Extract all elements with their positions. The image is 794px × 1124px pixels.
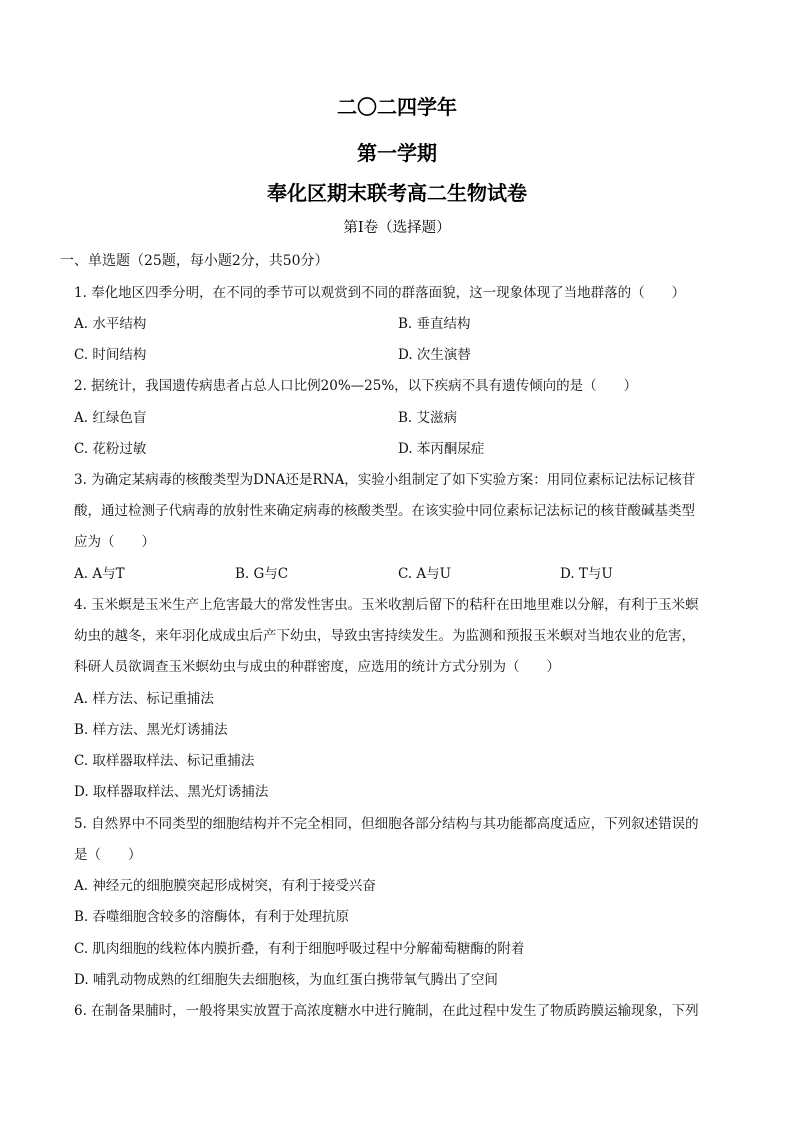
q4-stem-line3: 科研人员欲调查玉米螟幼虫与成虫的种群密度，应选用的统计方式分别为（ ） xyxy=(74,659,560,675)
q3-stem-line3: 应为（ ） xyxy=(74,534,155,550)
q3-option-a: A. A与T xyxy=(74,566,125,582)
q5-option-c: C. 肌肉细胞的线粒体内膜折叠，有利于细胞呼吸过程中分解葡萄糖酶的附着 xyxy=(74,941,525,957)
q5-option-d: D. 哺乳动物成熟的红细胞失去细胞核，为血红蛋白携带氧气腾出了空间 xyxy=(74,972,498,988)
q2-option-b: B. 艾滋病 xyxy=(398,410,458,426)
q2-stem: 2. 据统计，我国遗传病患者占总人口比例20%—25%，以下疾病不具有遗传倾向的是（ ） xyxy=(74,378,638,394)
section-title: 一、单选题（25题，每小题2分，共50分） xyxy=(60,253,329,269)
q5-option-b: B. 吞噬细胞含较多的溶酶体，有利于处理抗原 xyxy=(74,909,350,925)
q1-option-a: A. 水平结构 xyxy=(74,316,147,332)
q4-option-b: B. 样方法、黑光灯诱捕法 xyxy=(74,722,228,738)
q4-option-d: D. 取样器取样法、黑光灯诱捕法 xyxy=(74,784,269,800)
exam-title: 奉化区期末联考高二生物试卷 xyxy=(267,181,527,205)
q5-stem-line2: 是（ ） xyxy=(74,847,142,863)
q5-stem-line1: 5. 自然界中不同类型的细胞结构并不完全相同，但细胞各部分结构与其功能都高度适应，下列叙述错误的 xyxy=(74,816,699,832)
part-title: 第Ⅰ卷（选择题） xyxy=(343,220,451,236)
q4-option-c: C. 取样器取样法、标记重捕法 xyxy=(74,753,255,769)
q2-option-d: D. 苯丙酮尿症 xyxy=(398,441,485,457)
q4-stem-line1: 4. 玉米螟是玉米生产上危害最大的常发性害虫。玉米收割后留下的秸秆在田地里难以分解，有利于玉米螟 xyxy=(74,597,699,613)
q5-option-a: A. 神经元的细胞膜突起形成树突，有利于接受兴奋 xyxy=(74,878,376,894)
q1-option-c: C. 时间结构 xyxy=(74,347,147,363)
q4-option-a: A. 样方法、标记重捕法 xyxy=(74,691,214,707)
q3-stem-line2: 酸，通过检测子代病毒的放射性来确定病毒的核酸类型。在该实验中同位素标记法标记的核苷酸碱基类型 xyxy=(74,503,695,519)
q3-option-c: C. A与U xyxy=(398,566,452,582)
school-year-title: 二〇二四学年 xyxy=(337,95,457,119)
q3-option-b: B. G与C xyxy=(235,566,289,582)
q1-stem: 1. 奉化地区四季分明，在不同的季节可以观赏到不同的群落面貌，这一现象体现了当地群落的（ ） xyxy=(74,285,686,301)
q1-option-b: B. 垂直结构 xyxy=(398,316,471,332)
q2-option-c: C. 花粉过敏 xyxy=(74,441,147,457)
q3-stem-line1: 3. 为确定某病毒的核酸类型为DNA还是RNA，实验小组制定了如下实验方案：用同位素标记法标记核苷 xyxy=(74,472,696,488)
q4-stem-line2: 幼虫的越冬，来年羽化成成虫后产下幼虫，导致虫害持续发生。为监测和预报玉米螟对当地农业的危害， xyxy=(74,628,695,644)
q1-option-d: D. 次生演替 xyxy=(398,347,471,363)
q6-stem-line1: 6. 在制备果脯时，一般将果实放置于高浓度糖水中进行腌制，在此过程中发生了物质跨膜运输现象，下列 xyxy=(74,1003,699,1019)
semester-title: 第一学期 xyxy=(357,141,437,165)
q2-option-a: A. 红绿色盲 xyxy=(74,410,147,426)
q3-option-d: D. T与U xyxy=(560,566,613,582)
